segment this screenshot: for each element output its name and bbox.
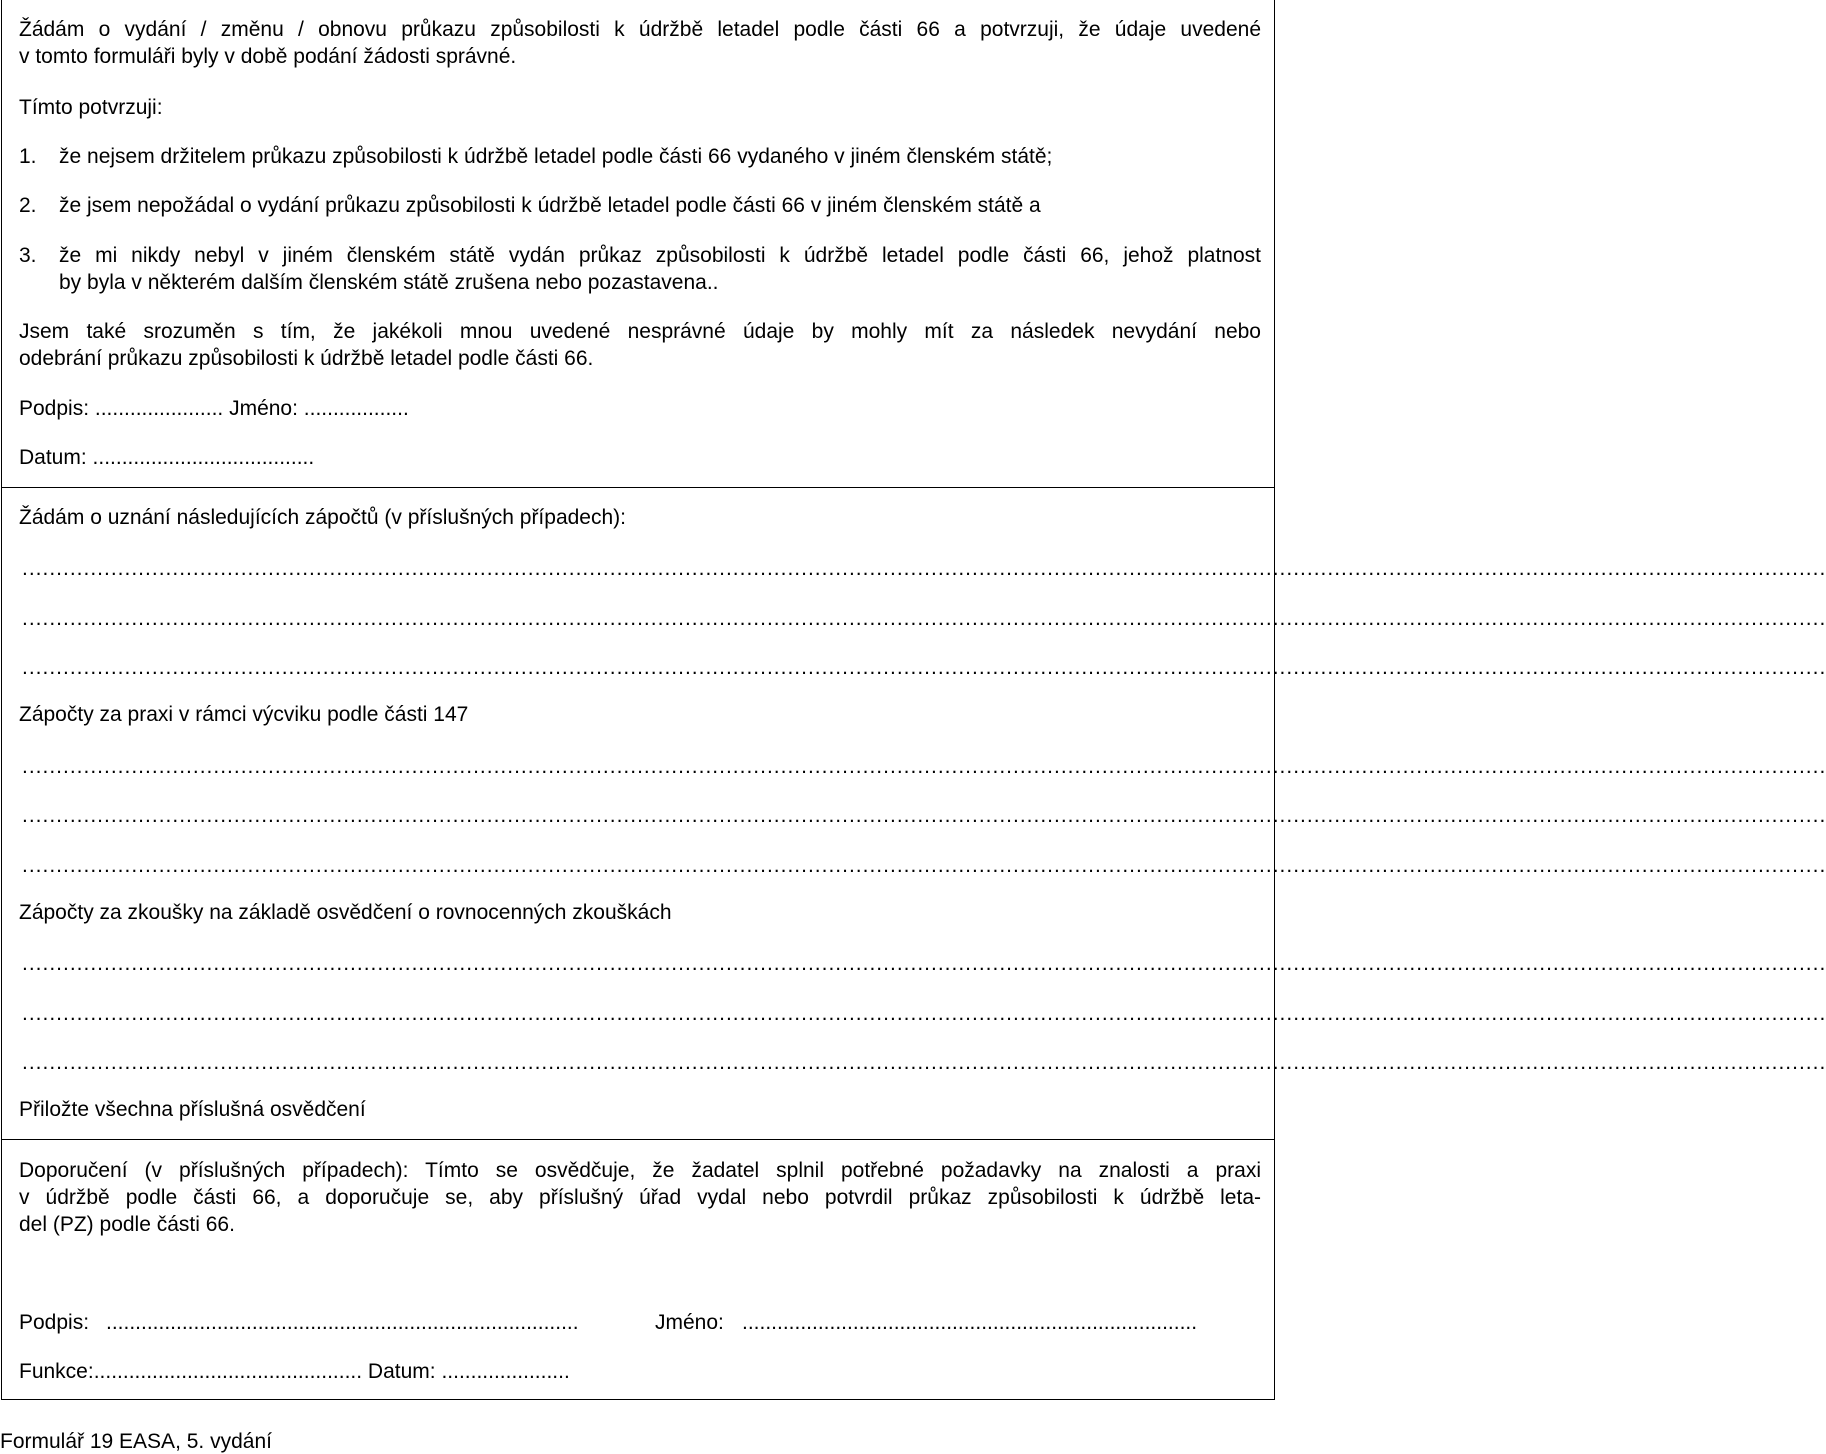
understanding-text-line-1: Jsem také srozuměn s tím, že jakékoli mnou uvedené nesprávné údaje by mohly mít za následek nevydání nebo	[19, 320, 1261, 343]
recommender-name-label: Jméno:	[655, 1311, 724, 1334]
item-1-text: že nejsem držitelem průkazu způsobilosti k údržbě letadel podle části 66 vydaného v jiném členském státě;	[59, 145, 1053, 168]
recommender-signature-field[interactable]: .................................................................................	[106, 1311, 579, 1334]
training-credits-heading: Zápočty za praxi v rámci výcviku podle části 147	[19, 703, 469, 726]
item-3-text-line-1: že mi nikdy nebyl v jiném členském státě vydán průkaz způsobilosti k údržbě letadel podle části 66, jehož platnost	[59, 244, 1261, 267]
understanding-text-line-2: odebrání průkazu způsobilosti k údržbě letadel podle části 66.	[19, 347, 594, 370]
credits-line-1[interactable]: ........................................................................................................................................................................................................................................................................	[22, 557, 1826, 580]
credits-line-3[interactable]: ........................................................................................................................................................................................................................................................................	[22, 656, 1826, 679]
recommender-name-field[interactable]: ..............................................................................	[742, 1311, 1198, 1334]
recommendation-text-line-3: del (PZ) podle části 66.	[19, 1213, 235, 1236]
exam-credits-line-2[interactable]: ........................................................................................................................................................................................................................................................................	[22, 1002, 1826, 1025]
intro-text-line-2: v tomto formuláři byly v době podání žádosti správné.	[19, 45, 517, 68]
applicant-signature-name-field[interactable]: Podpis: ...................... Jméno: ..................	[19, 397, 409, 420]
applicant-date-field[interactable]: Datum: ......................................	[19, 446, 315, 469]
confirm-heading: Tímto potvrzuji:	[19, 96, 163, 119]
item-1-number: 1.	[19, 145, 37, 168]
recommender-signature-label: Podpis:	[19, 1311, 90, 1334]
training-credits-line-2[interactable]: ........................................................................................................................................................................................................................................................................	[22, 804, 1826, 827]
form-footer-id: Formulář 19 EASA, 5. vydání	[0, 1430, 272, 1453]
item-2-number: 2.	[19, 194, 37, 217]
attach-certificates-note: Přiložte všechna příslušná osvědčení	[19, 1098, 366, 1121]
credits-section	[2, 487, 1826, 1140]
recommendation-text-line-2: v údržbě podle části 66, a doporučuje se, aby příslušný úřad vydal nebo potvrdil průkaz způsobilosti k údržbě leta-	[19, 1186, 1261, 1209]
credits-heading: Žádám o uznání následujících zápočtů (v příslušných případech):	[19, 506, 626, 529]
item-3-text-line-2: by byla v některém dalším členském státě zrušena nebo pozastavena..	[59, 271, 719, 294]
exam-credits-line-1[interactable]: ........................................................................................................................................................................................................................................................................	[22, 952, 1826, 975]
intro-text-line-1: Žádám o vydání / změnu / obnovu průkazu způsobilosti k údržbě letadel podle části 66 a potvrzuji, že údaje uvedené	[19, 18, 1261, 41]
easa-form-19	[1, 0, 1826, 1400]
recommendation-section	[2, 1139, 1274, 1400]
credits-line-2[interactable]: ........................................................................................................................................................................................................................................................................	[22, 607, 1826, 630]
training-credits-line-3[interactable]: ........................................................................................................................................................................................................................................................................	[22, 854, 1826, 877]
training-credits-line-1[interactable]: ........................................................................................................................................................................................................................................................................	[22, 755, 1826, 778]
recommender-function-date-field[interactable]: Funkce:.............................................. Datum: ......................	[19, 1360, 570, 1383]
application-declaration-section	[2, 0, 1274, 488]
exam-credits-line-3[interactable]: ........................................................................................................................................................................................................................................................................	[22, 1051, 1826, 1074]
exam-credits-heading: Zápočty za zkoušky na základě osvědčení o rovnocenných zkouškách	[19, 901, 672, 924]
item-2-text: že jsem nepožádal o vydání průkazu způsobilosti k údržbě letadel podle části 66 v jiném členském státě a	[59, 194, 1041, 217]
recommendation-text-line-1: Doporučení (v příslušných případech): Tímto se osvědčuje, že žadatel splnil potřebné požadavky na znalosti a praxi	[19, 1159, 1261, 1182]
item-3-number: 3.	[19, 244, 37, 267]
